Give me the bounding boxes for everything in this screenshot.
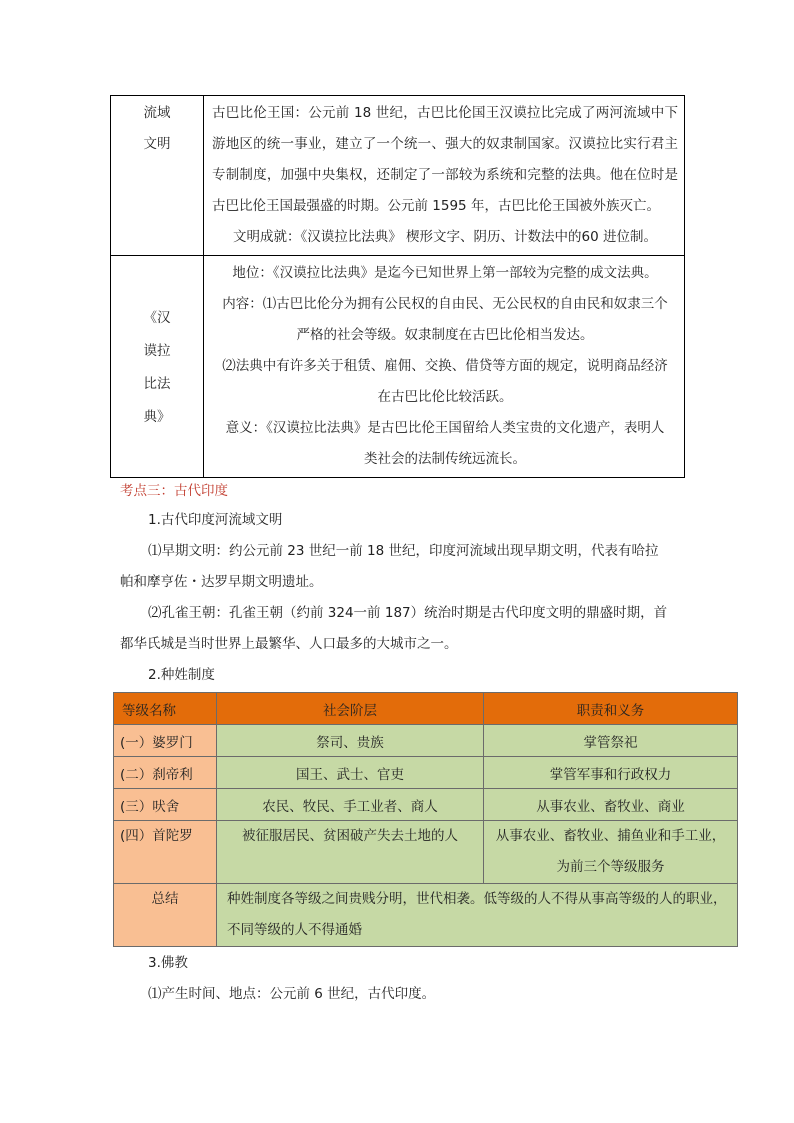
column-header: 等级名称 bbox=[114, 693, 217, 725]
column-header: 社会阶层 bbox=[217, 693, 484, 725]
code-status-text: 地位：《汉谟拉比法典》是迄今已知世界上第一部较为完整的成文法典。 bbox=[232, 265, 658, 281]
table-row bbox=[111, 256, 685, 478]
table-row: (一）婆罗门 祭司、贵族 掌管祭祀 bbox=[114, 725, 738, 757]
babylon-kingdom-text: 古巴比伦王国：公元前 18 世纪，古巴比伦国王汉谟拉比完成了两河流域中下游地区的统一事业，建立了一个统一、强大的奴隶制国家。汉谟拉比实行君主专制制度，加强中央集权，还制定了一部较为系统和完整的法典。他在位时是古巴比伦王国最强盛的时期。公元前 1595 年，古巴比伦王国被外族灭亡。 bbox=[212, 105, 678, 214]
code-content-text-2: ⑵法典中有许多关于租赁、雇佣、交换、借贷等方面的规定，说明商品经济 bbox=[222, 358, 668, 374]
row-content: 地位：《汉谟拉比法典》是迄今已知世界上第一部较为完整的成文法典。 内容：⑴古巴比伦分为拥有公民权的自由民、无公民权的自由民和奴隶三个 严格的社会等级。奴隶制度在古巴比伦相当发达。 ⑵法典中有许多关于租赁、雇佣、交换、借贷等方面的规定，说明商品经济 在古巴比伦比较活跃。 意义：《汉谟拉比法典》是古巴比伦王国留给人类宝贵的文化遗产，表明人 类社会的法制传统远流长。 bbox=[204, 256, 685, 478]
column-header: 职责和义务 bbox=[484, 693, 738, 725]
table-row-summary: 总结 种姓制度各等级之间贵贱分明，世代相袭。低等级的人不得从事高等级的人的职业， 不同等级的人不得通婚 bbox=[114, 884, 738, 947]
heading-buddhism: 3.佛教 bbox=[148, 955, 188, 971]
section-title: 考点三：古代印度 bbox=[120, 483, 228, 499]
heading-caste: 2.种姓制度 bbox=[148, 667, 215, 683]
code-content-text: 内容：⑴古巴比伦分为拥有公民权的自由民、无公民权的自由民和奴隶三个 bbox=[222, 296, 668, 312]
table-row bbox=[111, 96, 685, 256]
achievement-text: 文明成就：《汉谟拉比法典》 楔形文字、阴历、计数法中的60 进位制。 bbox=[232, 229, 657, 245]
table-row: (二）刹帝利 国王、武士、官吏 掌管军事和行政权力 bbox=[114, 757, 738, 789]
peacock-dynasty-para: ⑵孔雀王朝：孔雀王朝（约前 324一前 187）统治时期是古代印度文明的鼎盛时期，首 都华氏城是当时世界上最繁华、人口最多的大城市之一。 bbox=[120, 605, 668, 652]
caste-table bbox=[113, 692, 738, 947]
heading-indus: 1.古代印度河流域文明 bbox=[148, 512, 283, 528]
row-label: 流域 文明 bbox=[111, 96, 204, 256]
table-header-row bbox=[114, 693, 738, 725]
code-meaning-text: 意义：《汉谟拉比法典》是古巴比伦王国留给人类宝贵的文化遗产，表明人 bbox=[225, 420, 665, 436]
table-row: (三）吠舍 农民、牧民、手工业者、商人 从事农业、畜牧业、商业 bbox=[114, 789, 738, 821]
early-civilization-para: ⑴早期文明：约公元前 23 世纪一前 18 世纪，印度河流域出现早期文明，代表有哈拉 帕和摩亨佐・达罗早期文明遗址。 bbox=[120, 543, 659, 590]
babylon-table bbox=[110, 95, 685, 478]
table-row: (四）首陀罗 被征服居民、贫困破产失去土地的人 从事农业、畜牧业、捕鱼业和手工业， 为前三个等级服务 bbox=[114, 821, 738, 884]
buddhism-origin-para: ⑴产生时间、地点：公元前 6 世纪，古代印度。 bbox=[148, 986, 436, 1002]
row-label: 《汉 谟拉 比法 典》 bbox=[111, 256, 204, 478]
row-content bbox=[204, 96, 685, 256]
